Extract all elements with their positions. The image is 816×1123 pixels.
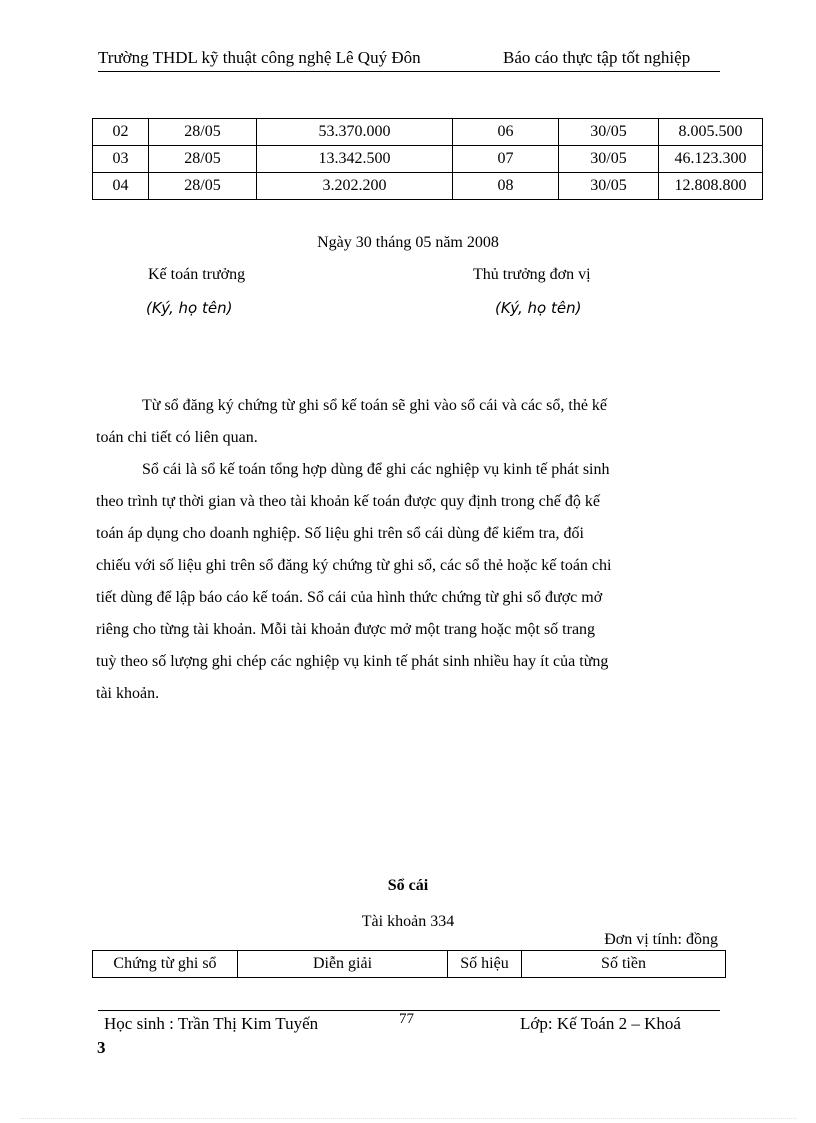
page-number: 77: [399, 1011, 414, 1027]
chief-accountant-title: Kế toán trưởng: [148, 266, 246, 283]
table-row: [93, 146, 763, 173]
header-school-name: Trường THDL kỹ thuật công nghệ Lê Quý Đôn: [98, 48, 421, 67]
footer-class: Lớp: Kế Toán 2 – Khoá: [520, 1014, 681, 1033]
table-cell: 30/05: [559, 146, 659, 173]
table-cell: 04: [93, 173, 149, 200]
paragraph-line: chiếu với số liệu ghi trên sổ đăng ký chứng từ ghi sổ, các sổ thẻ hoặc kế toán chi: [96, 557, 612, 574]
table-cell: 13.342.500: [257, 146, 453, 173]
table-cell: 12.808.800: [659, 173, 763, 200]
chief-accountant-signature-note: (Ký, họ tên): [146, 299, 233, 317]
ledger-title: Sổ cái: [387, 877, 429, 894]
ledger-header-description: Diễn giải: [238, 951, 448, 978]
date-line: Ngày 30 tháng 05 năm 2008: [317, 234, 499, 251]
ledger-account: Tài khoản 334: [361, 913, 455, 930]
paragraph-line: theo trình tự thời gian và theo tài khoản kế toán được quy định trong chế độ kế: [96, 493, 600, 510]
ledger-header-amount: Số tiền: [522, 951, 726, 978]
table-header-row: [93, 951, 726, 978]
header-divider: [98, 71, 720, 72]
paragraph-ledger-description: [96, 454, 718, 710]
footer-student: Học sinh : Trần Thị Kim Tuyến: [104, 1014, 319, 1033]
footer-class-tail: 3: [97, 1038, 106, 1057]
unit-head-title: Thủ trưởng đơn vị: [473, 266, 591, 283]
paragraph-line: tiết dùng để lập báo cáo kế toán. Sổ cái của hình thức chứng từ ghi sổ được mở: [96, 589, 603, 606]
table-cell: 08: [453, 173, 559, 200]
table-cell: 06: [453, 119, 559, 146]
table-cell: 28/05: [149, 119, 257, 146]
table-row: [93, 119, 763, 146]
paragraph-line: Từ sổ đăng ký chứng từ ghi sổ kế toán sẽ ghi vào sổ cái và các sổ, thẻ kế: [142, 397, 608, 414]
table-cell: 03: [93, 146, 149, 173]
table-cell: 46.123.300: [659, 146, 763, 173]
ledger-table: [92, 950, 726, 978]
table-cell: 3.202.200: [257, 173, 453, 200]
table-cell: 28/05: [149, 173, 257, 200]
ledger-header-voucher: Chứng từ ghi sổ: [93, 951, 238, 978]
table-cell: 28/05: [149, 146, 257, 173]
table-cell: 8.005.500: [659, 119, 763, 146]
paragraph-line: toán áp dụng cho doanh nghiệp. Số liệu ghi trên sổ cái dùng để kiểm tra, đối: [96, 525, 584, 542]
table-cell: 02: [93, 119, 149, 146]
paragraph-line: tài khoản.: [96, 685, 160, 702]
table-cell: 07: [453, 146, 559, 173]
paragraph-line: Sổ cái là sổ kế toán tổng hợp dùng để ghi các nghiệp vụ kinh tế phát sinh: [142, 461, 610, 478]
paragraph-line: tuỳ theo số lượng ghi chép các nghiệp vụ kinh tế phát sinh nhiều hay ít của từng: [96, 653, 609, 670]
table-cell: 30/05: [559, 119, 659, 146]
register-table: [92, 118, 763, 200]
table-cell: 30/05: [559, 173, 659, 200]
page-bottom-border: [20, 1118, 796, 1119]
paragraph-line: riêng cho từng tài khoản. Mỗi tài khoản được mở một trang hoặc một số trang: [96, 621, 596, 638]
header-report-title: Báo cáo thực tập tốt nghiệp: [503, 48, 691, 67]
table-row: [93, 173, 763, 200]
paragraph-line: toán chi tiết có liên quan.: [96, 429, 258, 446]
ledger-unit: Đơn vị tính: đồng: [604, 931, 718, 948]
unit-head-signature-note: (Ký, họ tên): [495, 299, 582, 317]
paragraph-intro: [96, 390, 718, 454]
ledger-header-code: Số hiệu: [448, 951, 522, 978]
table-cell: 53.370.000: [257, 119, 453, 146]
